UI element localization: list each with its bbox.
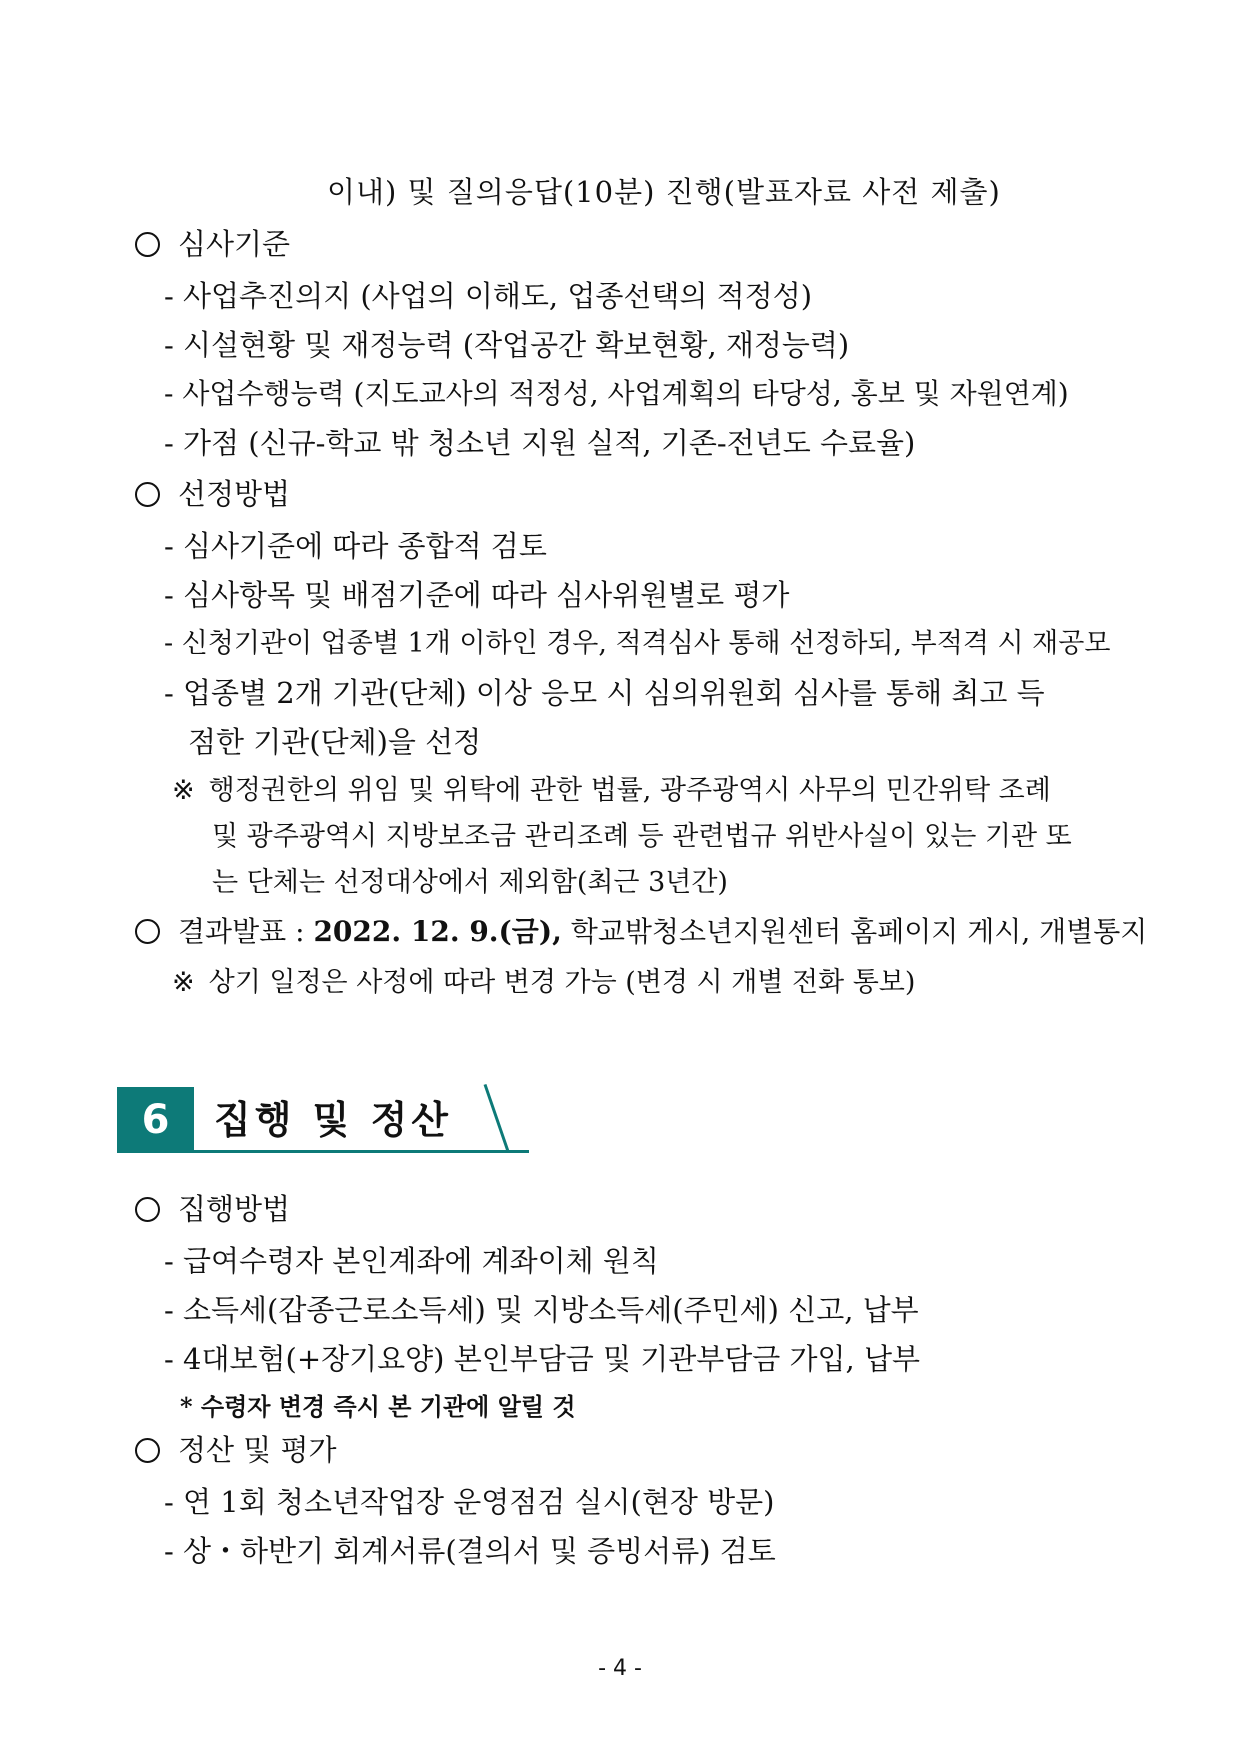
section-number: 6 (117, 1087, 194, 1153)
footnote-line: * 수령자 변경 즉시 본 기관에 알릴 것 (180, 1392, 576, 1421)
bullet-heading (135, 914, 1147, 950)
text-line: - 연 1회 청소년작업장 운영점검 실시(현장 방문) (164, 1485, 775, 1519)
text-line: 점한 기관(단체)을 선정 (188, 725, 482, 759)
circle-bullet-icon (135, 1438, 160, 1463)
text-line: - 상・하반기 회계서류(결의서 및 증빙서류) 검토 (164, 1534, 776, 1568)
section-title: 집행 및 정산 (214, 1098, 452, 1142)
heading-text: 정산 및 평가 (178, 1433, 337, 1467)
circle-bullet-icon (135, 232, 160, 257)
heading-text: 집행방법 (178, 1192, 291, 1226)
bullet-heading (135, 476, 290, 512)
text-line: - 가점 (신규-학교 밖 청소년 지원 실적, 기존-전년도 수료율) (164, 426, 916, 460)
section-underline (117, 1150, 529, 1153)
text-line: - 사업추진의지 (사업의 이해도, 업종선택의 적정성) (164, 279, 813, 313)
text-line: - 급여수령자 본인계좌에 계좌이체 원칙 (164, 1244, 659, 1278)
note-line (172, 965, 915, 1001)
text-line: - 신청기관이 업종별 1개 이하인 경우, 적격심사 통해 선정하되, 부적격 시 재공모 (164, 628, 1111, 659)
circle-bullet-icon (135, 482, 160, 507)
bullet-heading (135, 1432, 337, 1468)
note-line: 는 단체는 선정대상에서 제외함(최근 3년간) (212, 867, 728, 898)
bullet-heading (135, 226, 290, 262)
text-line: - 심사항목 및 배점기준에 따라 심사위원별로 평가 (164, 578, 790, 612)
note-text: 상기 일정은 사정에 따라 변경 가능 (변경 시 개별 전화 통보) (208, 967, 916, 998)
note-line: 및 광주광역시 지방보조금 관리조례 등 관련법규 위반사실이 있는 기관 또 (212, 821, 1072, 852)
page-number: - 4 - (598, 1656, 642, 1681)
text-line: - 사업수행능력 (지도교사의 적정성, 사업계획의 타당성, 홍보 및 자원연계) (164, 377, 1069, 410)
section-header (117, 1087, 529, 1153)
note-line (172, 773, 1051, 809)
note-text: 행정권한의 위임 및 위탁에 관한 법률, 광주광역시 사무의 민간위탁 조례 (208, 775, 1051, 806)
bullet-heading (135, 1191, 290, 1227)
text-line: - 심사기준에 따라 종합적 검토 (164, 529, 547, 563)
text-line: - 업종별 2개 기관(단체) 이상 응모 시 심의위원회 심사를 통해 최고 득 (164, 676, 1045, 710)
announcement-detail: 학교밖청소년지원센터 홈페이지 게시, 개별통지 (570, 915, 1148, 948)
announcement-date: 2022. 12. 9.(금), (313, 915, 562, 948)
text-line: - 시설현황 및 재정능력 (작업공간 확보현황, 재정능력) (164, 328, 850, 362)
circle-bullet-icon (135, 919, 160, 944)
text-line: 이내) 및 질의응답(10분) 진행(발표자료 사전 제출) (327, 175, 1001, 209)
reference-mark-icon: ※ (172, 967, 195, 998)
reference-mark-icon: ※ (172, 775, 195, 806)
circle-bullet-icon (135, 1197, 160, 1222)
heading-text: 심사기준 (178, 227, 291, 261)
heading-text: 선정방법 (178, 477, 291, 511)
heading-text: 결과발표 : (178, 915, 305, 948)
text-line: - 4대보험(+장기요양) 본인부담금 및 기관부담금 가입, 납부 (164, 1342, 921, 1376)
section-slant-line (484, 1084, 510, 1153)
text-line: - 소득세(갑종근로소득세) 및 지방소득세(주민세) 신고, 납부 (164, 1293, 919, 1327)
